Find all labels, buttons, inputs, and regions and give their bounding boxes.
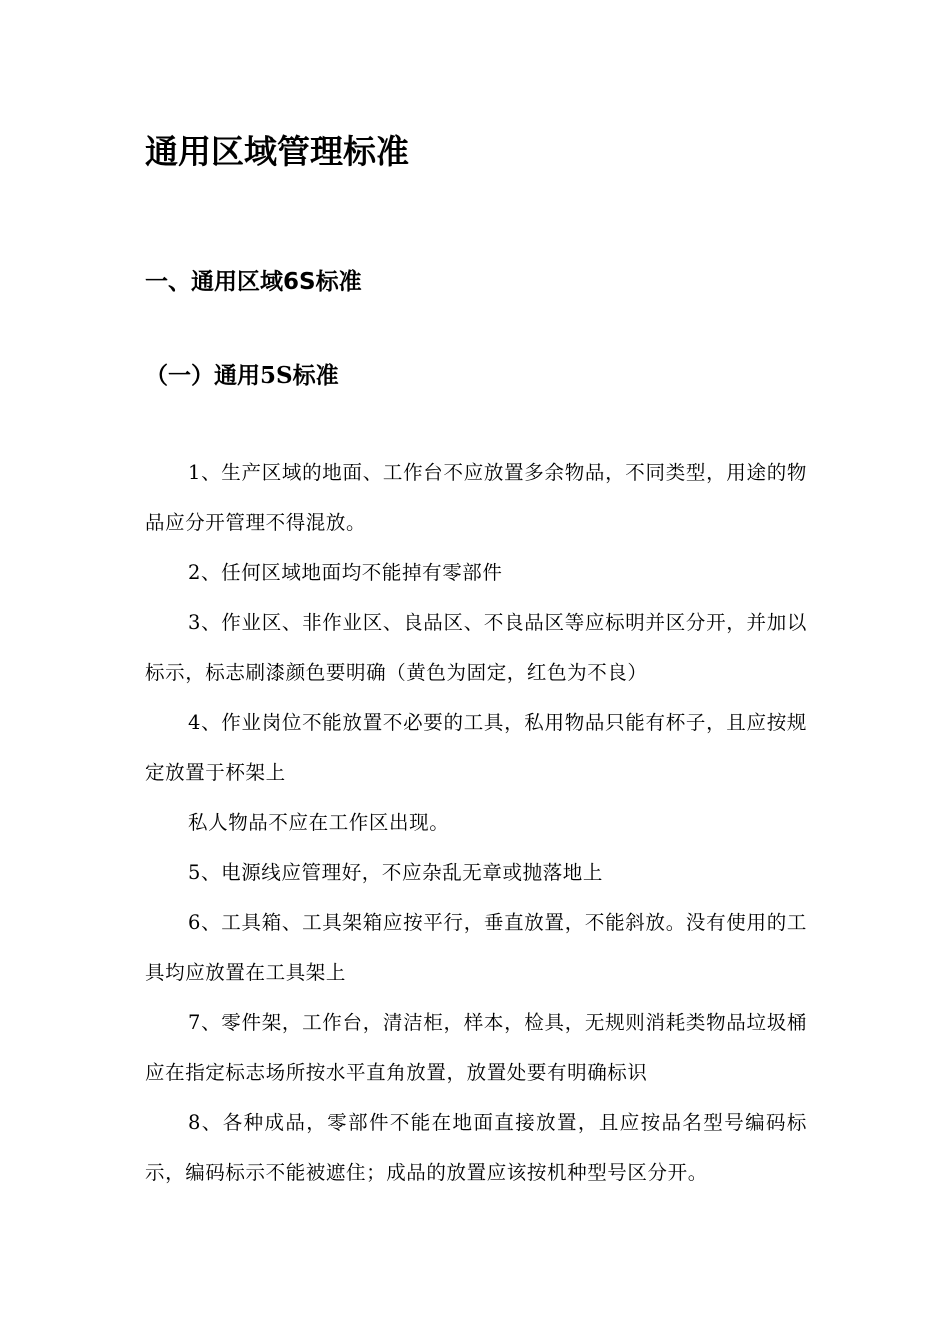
paragraph-item-2: 2、任何区域地面均不能掉有零部件: [188, 561, 503, 584]
subsection-heading: （一）通用5S标准: [145, 362, 339, 389]
section-heading: 一、通用区域6S标准: [145, 269, 362, 295]
paragraph-item-7: 7、零件架，工作台，清洁柜，样本，检具，无规则消耗类物品垃圾桶应在指定标志场所按水平直角放置，放置处要有明确标识: [145, 1011, 807, 1084]
document-title: 通用区域管理标准: [145, 132, 409, 171]
paragraph-item-4-note: 私人物品不应在工作区出现。: [188, 811, 450, 834]
paragraph-item-4: 4、作业岗位不能放置不必要的工具，私用物品只能有杯子，且应按规定放置于杯架上: [145, 711, 807, 784]
paragraph-item-5: 5、电源线应管理好，不应杂乱无章或抛落地上: [188, 861, 604, 884]
body-text: [145, 448, 807, 1198]
paragraph-item-8: 8、各种成品，零部件不能在地面直接放置，且应按品名型号编码标示，编码标示不能被遮住；成品的放置应该按机种型号区分开。: [145, 1111, 807, 1184]
paragraph-item-3: 3、作业区、非作业区、良品区、不良品区等应标明并区分开，并加以标示，标志刷漆颜色要明确（黄色为固定，红色为不良）: [145, 611, 807, 684]
paragraph-item-6: 6、工具箱、工具架箱应按平行，垂直放置，不能斜放。没有使用的工具均应放置在工具架上: [145, 911, 807, 984]
paragraph-item-1: 1、生产区域的地面、工作台不应放置多余物品，不同类型，用途的物品应分开管理不得混放。: [145, 461, 807, 534]
